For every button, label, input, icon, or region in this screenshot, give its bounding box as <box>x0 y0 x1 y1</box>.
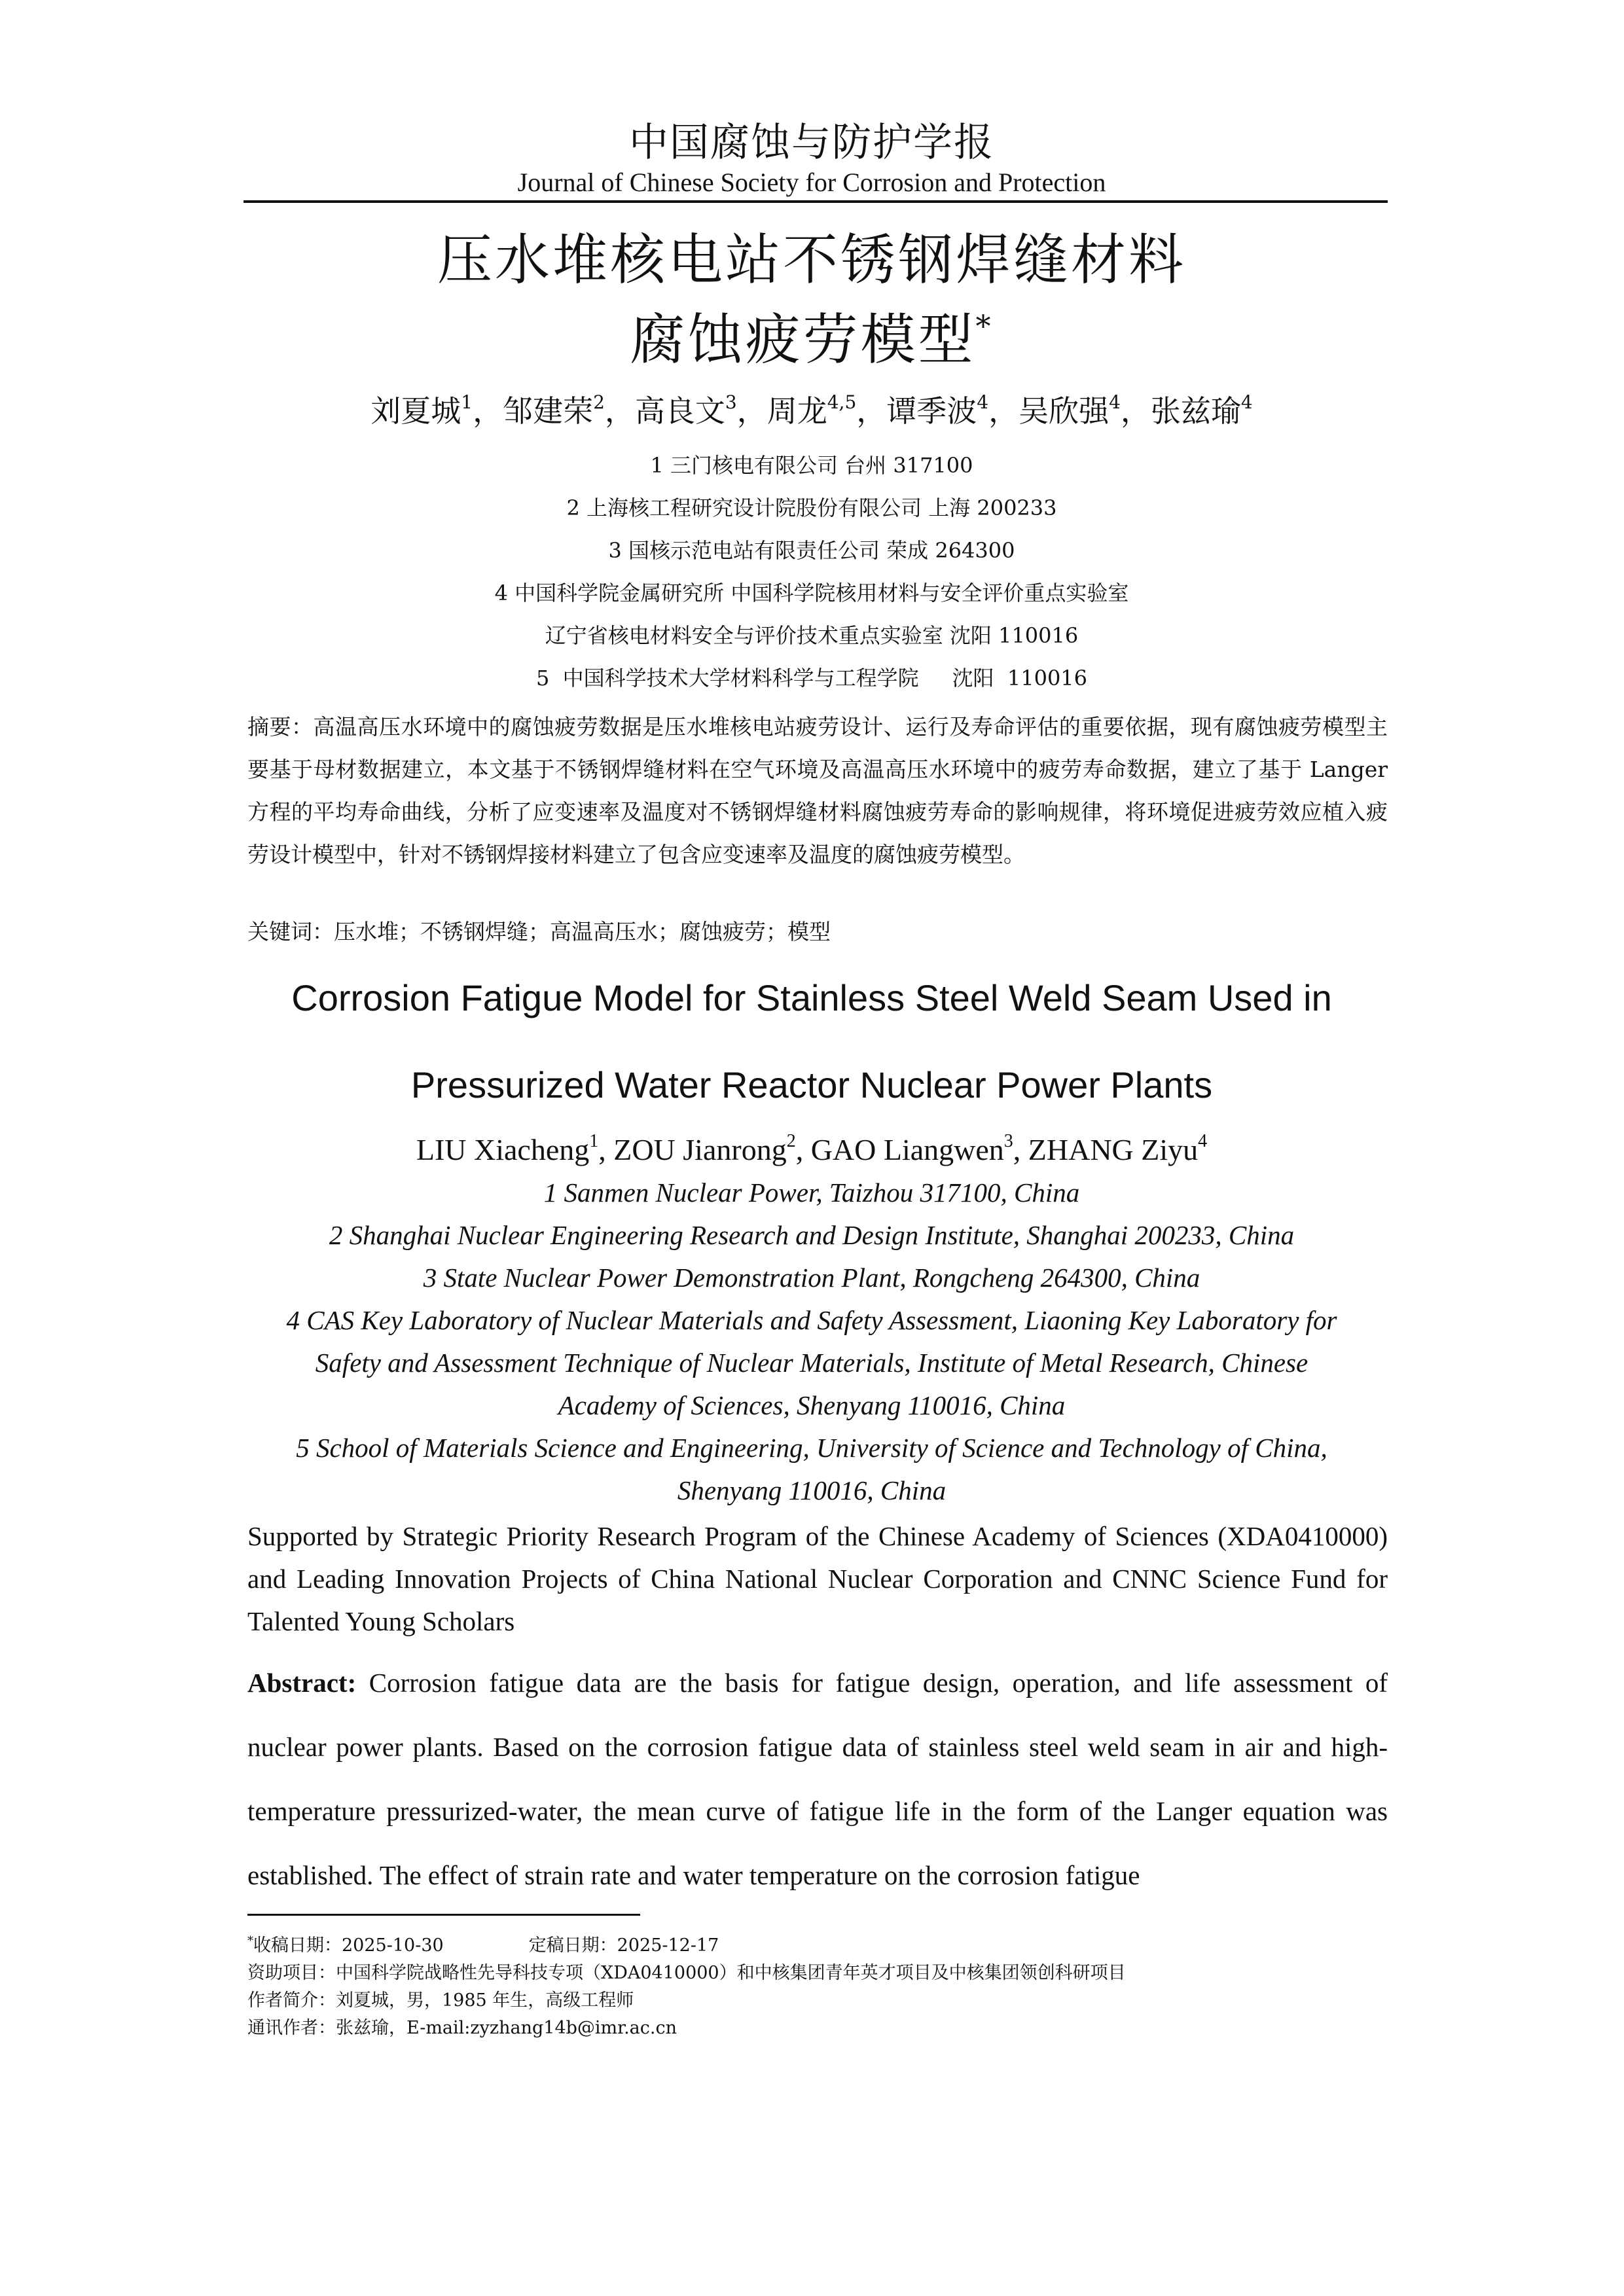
affiliation-cn-4-cont: 辽宁省核电材料安全与评价技术重点实验室 沈阳 110016 <box>545 623 1079 648</box>
en-author-separator: , <box>598 1133 614 1166</box>
cn-author-affiliation-mark: 4 <box>1240 391 1253 413</box>
received-label: 收稿日期： <box>253 1935 342 1956</box>
en-author-name: ZHANG Ziyu <box>1028 1133 1199 1166</box>
title-cn-line1: 压水堆核电站不锈钢焊缝材料 <box>437 228 1186 292</box>
affiliation-en-5: 5 School of Materials Science and Engineering, University of Science and Technology of China, <box>296 1433 1327 1463</box>
cn-author-separator: ， <box>604 393 635 429</box>
affiliation-cn-2: 2 上海核工程研究设计院股份有限公司 上海 200233 <box>566 495 1057 520</box>
abstract-en <box>247 1651 1388 1907</box>
cn-author-name: 张兹瑜 <box>1150 393 1241 429</box>
authors-cn <box>249 387 1375 431</box>
en-author-name: LIU Xiacheng <box>416 1133 590 1166</box>
title-en-line2: Pressurized Water Reactor Nuclear Power Plants <box>410 1064 1213 1105</box>
affiliation-cn-4: 4 中国科学院金属研究所 中国科学院核用材料与安全评价重点实验室 <box>494 581 1129 605</box>
cn-author-name: 谭季波 <box>886 393 977 429</box>
footnote-mark: * <box>247 1934 253 1948</box>
en-author-separator: , <box>1013 1133 1028 1166</box>
footnote-corresponding: 通讯作者：张兹瑜，E-mail:zyzhang14b@imr.ac.cn <box>247 2018 677 2038</box>
cn-author-name: 邹建荣 <box>503 393 594 429</box>
abstract-cn-text: 高温高压水环境中的腐蚀疲劳数据是压水堆核电站疲劳设计、运行及寿命评估的重要依据，现有腐蚀疲劳模型主要基于母材数据建立，本文基于不锈钢焊缝材料在空气环境及高温高压水环境中的疲劳寿命数据，建立了基于 Langer 方程的平均寿命曲线，分析了应变速率及温度对不锈钢焊缝材料腐蚀疲劳寿命的影响规律，将环境促进疲劳效应植入疲劳设计模型中，针对不锈钢焊接材料建立了包含应变速率及温度的腐蚀疲劳模型。 <box>247 714 1388 867</box>
en-author-name: ZOU Jianrong <box>613 1133 787 1166</box>
title-cn-line2 <box>249 296 1375 375</box>
footnote-dates <box>247 1931 1388 1956</box>
footnote-author-info: 作者简介：刘夏城，男，1985 年生，高级工程师 <box>247 1990 634 2011</box>
affiliation-cn-1: 1 三门核电有限公司 台州 317100 <box>650 453 973 478</box>
affiliation-en-2: 2 Shanghai Nuclear Engineering Research and Design Institute, Shanghai 200233, China <box>329 1220 1295 1250</box>
cn-author-name: 高良文 <box>634 393 725 429</box>
cn-author-name: 吴欣强 <box>1019 393 1110 429</box>
revised-date: 2025-12-17 <box>617 1935 719 1956</box>
cn-author-separator: ， <box>736 393 767 429</box>
en-author-name: GAO Liangwen <box>810 1133 1004 1166</box>
received-date: 2025-10-30 <box>342 1935 444 1956</box>
title-footnote-mark: * <box>975 308 994 344</box>
cn-author-separator: ， <box>856 393 887 429</box>
footnote-funding: 资助项目：中国科学院战略性先导科技专项（XDA0410000）和中核集团青年英才项目及中核集团领创科研项目 <box>247 1963 1126 1983</box>
keywords-cn-text: 压水堆；不锈钢焊缝；高温高压水；腐蚀疲劳；模型 <box>334 919 831 944</box>
journal-title-cn: 中国腐蚀与防护学报 <box>629 120 994 166</box>
affiliation-cn-5: 5 中国科学技术大学材料科学与工程学院 沈阳 110016 <box>535 666 1088 691</box>
cn-author-name: 刘夏城 <box>370 393 461 429</box>
revised-label: 定稿日期： <box>528 1935 617 1956</box>
affiliation-en-5-cont: Shenyang 110016, China <box>677 1475 947 1505</box>
cn-author-affiliation-mark: 4,5 <box>827 391 857 413</box>
abstract-en-label: Abstract: <box>247 1668 357 1698</box>
affiliation-en-4: 4 CAS Key Laboratory of Nuclear Materials and Safety Assessment, Liaoning Key Laboratory for <box>286 1305 1337 1335</box>
abstract-en-text: Corrosion fatigue data are the basis for fatigue design, operation, and life assessment of nuclear power plants. Based on the corrosion fatigue data of stainless steel weld seam in air and high-temperature pressurized-water, the mean curve of fatigue life in the form of the Langer equation was established. The effect of strain rate and water temperature on the corrosion fatigue <box>247 1668 1388 1890</box>
en-author-separator: , <box>795 1133 811 1166</box>
cn-author-affiliation-mark: 2 <box>593 391 605 413</box>
cn-author-affiliation-mark: 3 <box>725 391 737 413</box>
keywords-cn <box>247 915 1388 946</box>
header-rule <box>244 200 1388 203</box>
title-en-line1: Corrosion Fatigue Model for Stainless Steel Weld Seam Used in <box>291 977 1332 1018</box>
abstract-cn <box>247 706 1388 876</box>
journal-title-en: Journal of Chinese Society for Corrosion and Protection <box>517 168 1106 197</box>
funding-support-en: Supported by Strategic Priority Research Program of the Chinese Academy of Sciences (XDA0410000) and Leading Innovation Projects of China National Nuclear Corporation and CNNC Science Fund for Talented Young Scholars <box>247 1521 1388 1636</box>
title-cn-line2-text: 腐蚀疲劳模型 <box>630 308 976 372</box>
affiliation-en-4-cont1: Safety and Assessment Technique of Nuclear Materials, Institute of Metal Research, Chinese <box>315 1348 1308 1378</box>
cn-author-affiliation-mark: 4 <box>1109 391 1121 413</box>
cn-author-separator: ， <box>1120 393 1151 429</box>
affiliation-en-4-cont2: Academy of Sciences, Shenyang 110016, China <box>558 1390 1066 1420</box>
cn-author-separator: ， <box>988 393 1019 429</box>
footnote-rule <box>247 1914 640 1916</box>
en-author-affiliation-mark: 4 <box>1198 1131 1208 1151</box>
cn-author-separator: ， <box>473 393 503 429</box>
cn-author-affiliation-mark: 4 <box>977 391 989 413</box>
authors-en <box>249 1131 1375 1167</box>
en-author-affiliation-mark: 1 <box>589 1131 599 1151</box>
en-author-affiliation-mark: 2 <box>786 1131 796 1151</box>
cn-author-name: 周龙 <box>767 393 827 429</box>
keywords-cn-label: 关键词： <box>247 919 334 944</box>
en-author-affiliation-mark: 3 <box>1003 1131 1013 1151</box>
affiliation-en-3: 3 State Nuclear Power Demonstration Plant, Rongcheng 264300, China <box>423 1263 1200 1293</box>
affiliation-en-1: 1 Sanmen Nuclear Power, Taizhou 317100, China <box>543 1177 1080 1208</box>
cn-author-affiliation-mark: 1 <box>461 391 473 413</box>
affiliation-cn-3: 3 国核示范电站有限责任公司 荣成 264300 <box>608 538 1015 563</box>
abstract-cn-label: 摘要： <box>247 714 314 740</box>
